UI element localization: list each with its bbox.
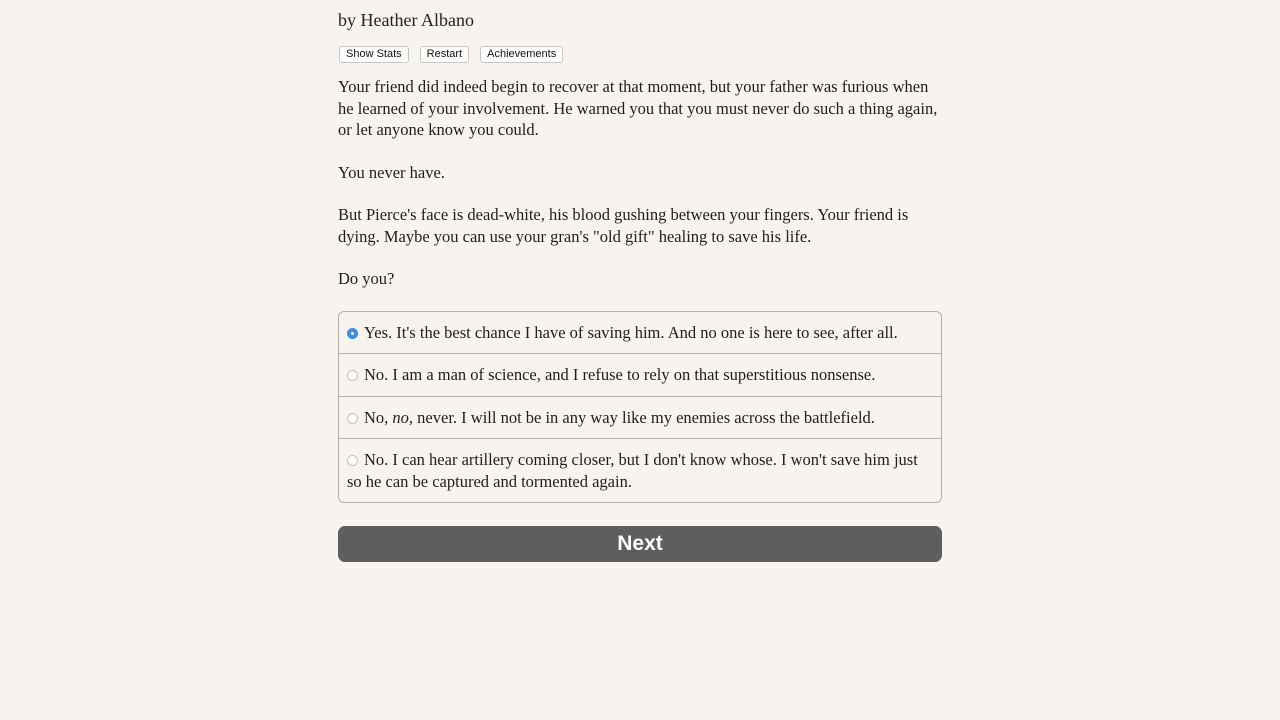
choice-label-emphasis: no,	[392, 407, 414, 427]
story-paragraph: You never have.	[338, 162, 445, 182]
choice-option-artillery[interactable]	[339, 438, 941, 502]
choice-option-science[interactable]	[339, 353, 941, 396]
choice-label: No. I am a man of science, and I refuse to rely on that superstitious nonsense.	[364, 365, 876, 384]
toolbar	[339, 46, 942, 63]
choice-list	[338, 311, 942, 504]
story-paragraph: Your friend did indeed begin to recover at that moment, but your father was furious when he learned of your involvement. He warned you that you must never do such a thing again, or let anyone know you could.	[338, 77, 938, 139]
radio-icon[interactable]	[347, 413, 358, 424]
radio-icon[interactable]	[347, 370, 358, 381]
author-byline: by Heather Albano	[338, 10, 474, 30]
story-paragraph: But Pierce's face is dead-white, his blood gushing between your fingers. Your friend is dying. Maybe you can use your gran's "old gift" healing to save his life.	[338, 205, 909, 246]
story-question: Do you?	[338, 269, 395, 288]
choice-option-never[interactable]	[339, 396, 941, 439]
achievements-button[interactable]: Achievements	[480, 46, 563, 63]
radio-selected-icon[interactable]	[347, 328, 358, 339]
choice-option-yes[interactable]	[339, 312, 941, 354]
restart-button[interactable]: Restart	[420, 46, 469, 63]
choice-label: Yes. It's the best chance I have of saving him. And no one is here to see, after all.	[364, 322, 898, 342]
choice-label	[364, 408, 875, 427]
next-button[interactable]: Next	[338, 526, 942, 562]
choice-label: No. I can hear artillery coming closer, but I don't know whose. I won't save him just so he can be captured and tormented again.	[347, 450, 918, 491]
show-stats-button[interactable]: Show Stats	[339, 46, 409, 63]
story-text	[338, 76, 942, 290]
radio-icon[interactable]	[347, 455, 358, 466]
choice-label-start: No,	[364, 407, 393, 427]
choice-label-end: never. I will not be in any way like my enemies across the battlefield.	[413, 407, 875, 427]
game-page	[338, 0, 942, 562]
